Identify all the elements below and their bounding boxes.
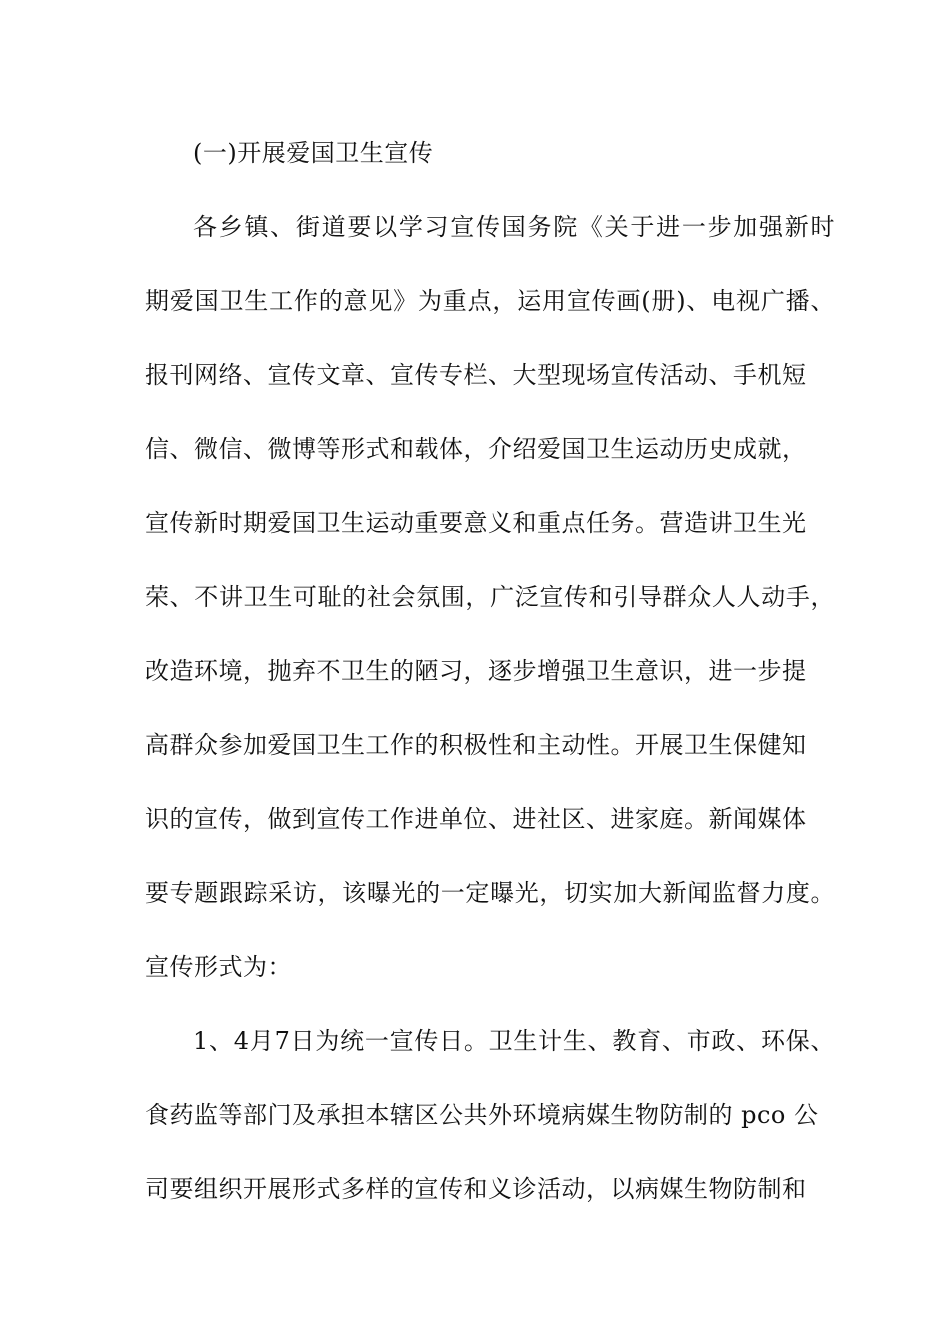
paragraph-line: 宣传新时期爱国卫生运动重要意义和重点任务。营造讲卫生光 [145,509,807,537]
paragraph-line: 报刊网络、宣传文章、宣传专栏、大型现场宣传活动、手机短 [145,361,807,389]
paragraph-line: 期爱国卫生工作的意见》为重点，运用宣传画(册)、电视广播、 [145,287,835,315]
list-item-line: 1、4月7日为统一宣传日。卫生计生、教育、市政、环保、 [193,1027,835,1055]
paragraph-line: 信、微信、微博等形式和载体，介绍爱国卫生运动历史成就， [145,435,807,463]
paragraph-line: 宣传形式为： [145,953,292,981]
paragraph-line: 要专题跟踪采访，该曝光的一定曝光，切实加大新闻监督力度。 [145,879,835,907]
paragraph-line: 高群众参加爱国卫生工作的积极性和主动性。开展卫生保健知 [145,731,807,759]
list-item-line: 司要组织开展形式多样的宣传和义诊活动，以病媒生物防制和 [145,1175,807,1203]
paragraph-line: 改造环境，抛弃不卫生的陋习，逐步增强卫生意识，进一步提 [145,657,807,685]
paragraph-line: 识的宣传，做到宣传工作进单位、进社区、进家庭。新闻媒体 [145,805,807,833]
paragraph-line: 各乡镇、街道要以学习宣传国务院《关于进一步加强新时 [193,213,835,241]
list-item-line: 食药监等部门及承担本辖区公共外环境病媒生物防制的 pco 公 [145,1101,819,1129]
paragraph-line: 荣、不讲卫生可耻的社会氛围，广泛宣传和引导群众人人动手， [145,583,835,611]
section-heading: (一)开展爱国卫生宣传 [193,139,434,167]
